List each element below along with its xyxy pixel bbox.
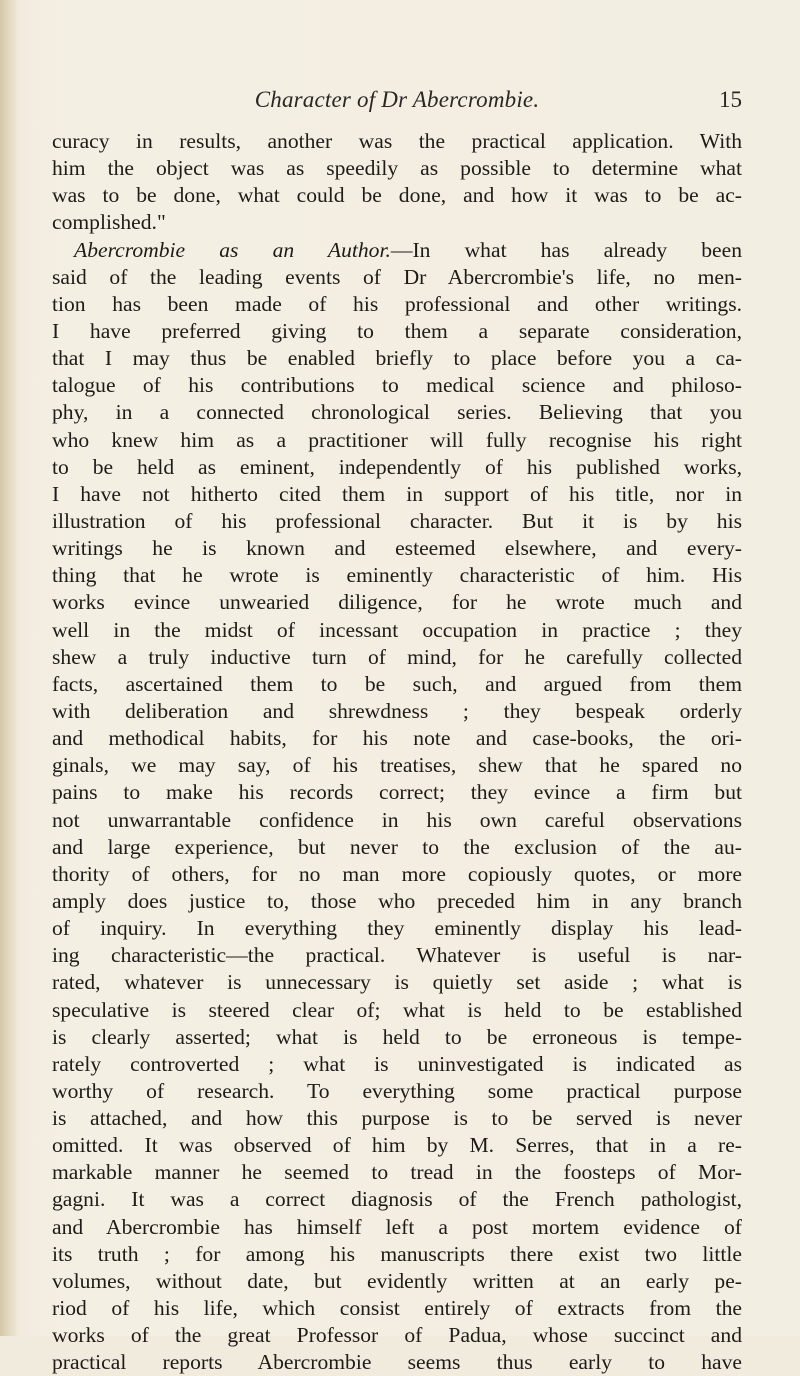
text-line: was to be done, what could be done, and how it was to be ac- [52, 183, 742, 208]
text-line: illustration of his professional character. But it is by his [52, 508, 742, 533]
text-line: its truth ; for among his manuscripts there exist two little [52, 1241, 742, 1266]
text-line: I have not hitherto cited them in support of his title, nor in [52, 481, 742, 506]
text-line: rated, whatever is unnecessary is quietly set aside ; what is [52, 970, 742, 995]
text-line: is attached, and how this purpose is to be served is never [52, 1106, 742, 1131]
text-line: curacy in results, another was the practical application. With [52, 129, 742, 153]
text-line: pains to make his records correct; they evince a firm but [52, 780, 742, 805]
text-line: is clearly asserted; what is held to be erroneous is tempe- [52, 1024, 742, 1049]
text-line: phy, in a connected chronological series. Believing that you [52, 400, 742, 425]
text-line: of inquiry. In everything they eminently display his lead- [52, 916, 742, 941]
text-line: and Abercrombie has himself left a post mortem evidence of [52, 1214, 742, 1239]
text-line: speculative is steered clear of; what is held to be established [52, 997, 742, 1022]
text-line: amply does justice to, those who preceded him in any branch [52, 888, 742, 913]
lead-line-text: —In what has already been [390, 237, 742, 262]
text-line: not unwarrantable confidence in his own careful observations [52, 807, 742, 832]
text-line: shew a truly inductive turn of mind, for he carefully collected [52, 644, 742, 669]
text-line: talogue of his contributions to medical science and philoso- [52, 373, 742, 398]
text-line: that I may thus be enabled briefly to place before you a ca- [52, 346, 742, 371]
paragraph-author-section [52, 237, 742, 1376]
text-line: volumes, without date, but evidently written at an early pe- [52, 1268, 742, 1293]
text-line: ing characteristic—the practical. Whatever is useful is nar- [52, 943, 742, 968]
body-text [52, 128, 742, 1376]
text-line: well in the midst of incessant occupation in practice ; they [52, 617, 742, 642]
text-line: said of the leading events of Dr Abercrombie's life, no men- [52, 264, 742, 289]
page-header [52, 84, 742, 116]
page-gutter-shadow [0, 0, 18, 1336]
text-line: him the object was as speedily as possible to determine what [52, 156, 742, 181]
text-line: facts, ascertained them to be such, and argued from them [52, 671, 742, 696]
page-number: 15 [719, 87, 742, 112]
text-line: omitted. It was observed of him by M. Serres, that in a re- [52, 1133, 742, 1158]
text-line: I have preferred giving to them a separate consideration, [52, 318, 742, 343]
text-line: gagni. It was a correct diagnosis of the French pathologist, [52, 1187, 742, 1212]
text-line: writings he is known and esteemed elsewhere, and every- [52, 536, 742, 561]
text-line: worthy of research. To everything some practical purpose [52, 1078, 742, 1103]
text-line: works of the great Professor of Padua, whose succinct and [52, 1323, 742, 1348]
text-line: rately controverted ; what is uninvestigated is indicated as [52, 1051, 742, 1076]
text-line: who knew him as a practitioner will fully recognise his right [52, 427, 742, 452]
text-line: works evince unwearied diligence, for he wrote much and [52, 590, 742, 615]
text-line: thing that he wrote is eminently characteristic of him. His [52, 563, 742, 588]
paragraph-continuation [52, 128, 742, 237]
text-line: thority of others, for no man more copiously quotes, or more [52, 861, 742, 886]
text-line: practical reports Abercrombie seems thus early to have [52, 1350, 742, 1375]
text-line: complished." [52, 210, 166, 235]
text-line: to be held as eminent, independently of his published works, [52, 454, 742, 479]
text-line [52, 237, 742, 264]
text-line: ginals, we may say, of his treatises, shew that he spared no [52, 753, 742, 778]
text-line: and methodical habits, for his note and case-books, the ori- [52, 726, 742, 751]
text-line: with deliberation and shrewdness ; they bespeak orderly [52, 698, 742, 723]
text-line: riod of his life, which consist entirely of extracts from the [52, 1296, 742, 1321]
section-lead-heading: Abercrombie as an Author. [74, 237, 391, 262]
text-line: tion has been made of his professional and other writings. [52, 291, 742, 316]
text-line: markable manner he seemed to tread in the foosteps of Mor- [52, 1160, 742, 1185]
text-line: and large experience, but never to the exclusion of the au- [52, 834, 742, 859]
running-title: Character of Dr Abercrombie. [254, 87, 540, 112]
